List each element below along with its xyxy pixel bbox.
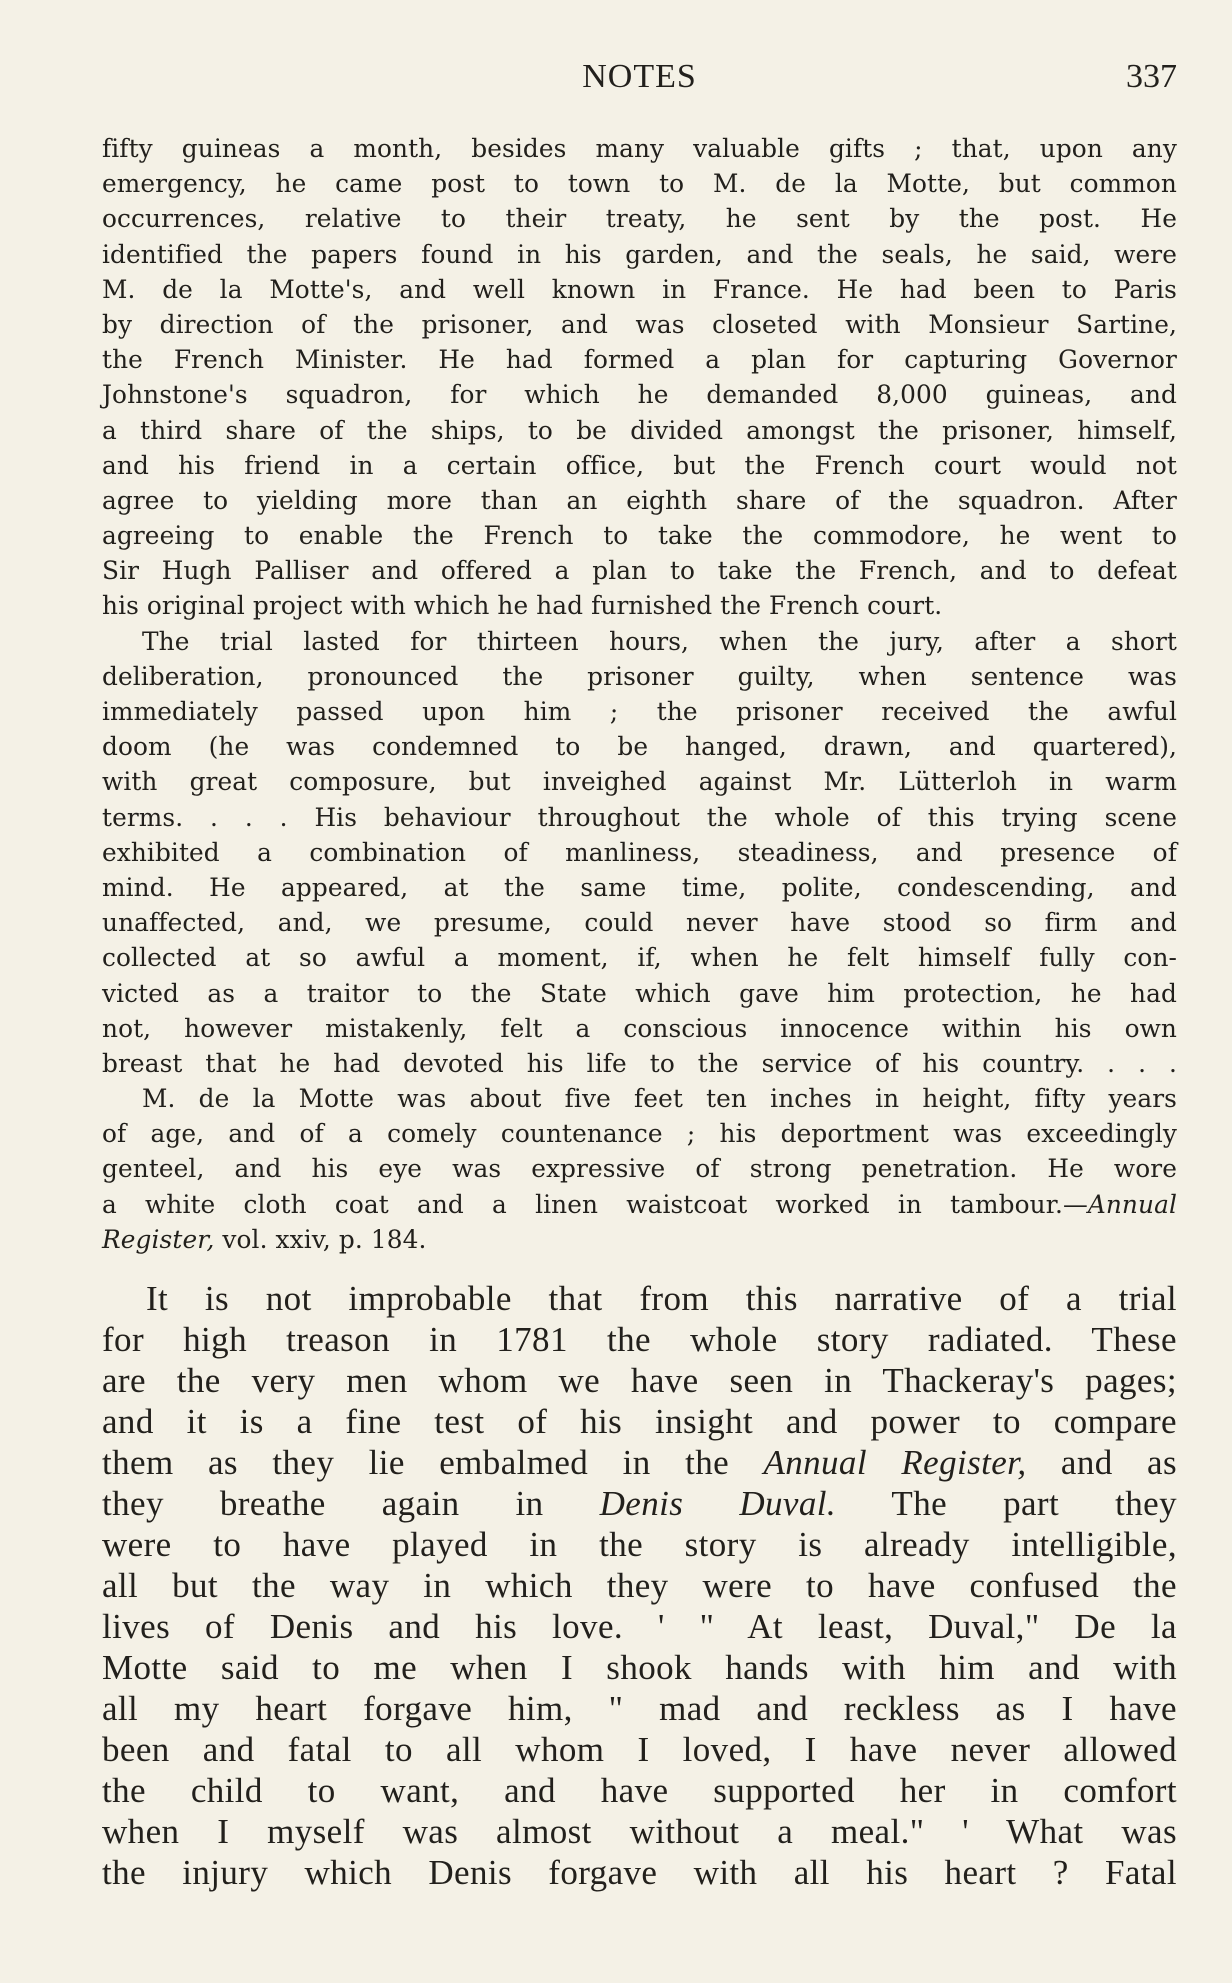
notes-line: M. de la Motte's, and well known in France. He had been to Paris (102, 274, 1177, 304)
notes-line: of age, and of a comely countenance ; his deportment was exceedingly (102, 1119, 1177, 1149)
body-line (102, 1483, 1177, 1524)
body-line-text: them as they lie embalmed in the (102, 1443, 764, 1482)
body-paragraph (102, 1278, 1177, 1893)
body-line: all my heart forgave him, " mad and reckless as I have (102, 1689, 1177, 1728)
notes-line: The trial lasted for thirteen hours, when the jury, after a short (142, 626, 1177, 656)
notes-line: by direction of the prisoner, and was closeted with Monsieur Sartine, (102, 309, 1177, 339)
notes-line: not, however mistakenly, felt a conscious innocence within his own (102, 1013, 1177, 1043)
body-line: the child to want, and have supported her in comfort (102, 1771, 1177, 1810)
notes-line: deliberation, pronounced the prisoner guilty, when sentence was (102, 661, 1177, 691)
notes-line: a third share of the ships, to be divided amongst the prisoner, himself, (102, 415, 1177, 445)
body-line: and it is a fine test of his insight and power to compare (102, 1402, 1177, 1441)
notes-extract (102, 131, 1177, 1257)
body-line-text: The part they (836, 1484, 1177, 1523)
body-line-text: they breathe again in (102, 1484, 600, 1523)
register-italic: Register, (102, 1224, 215, 1254)
page-number: 337 (1126, 58, 1177, 95)
notes-line: M. de la Motte was about five feet ten inches in height, fifty years (142, 1084, 1177, 1114)
citation-volume: vol. xxiv, p. 184. (214, 1224, 427, 1254)
denis-duval-title: Denis Duval. (599, 1484, 837, 1523)
body-line: Motte said to me when I shook hands with him and with (102, 1648, 1177, 1687)
annual-register-italic: Annual (1087, 1189, 1177, 1219)
notes-line: the French Minister. He had formed a plan for capturing Governor (102, 345, 1177, 375)
body-line: for high treason in 1781 the whole story radiated. These (102, 1320, 1177, 1359)
notes-line: emergency, he came post to town to M. de la Motte, but common (102, 169, 1177, 199)
notes-line: collected at so awful a moment, if, when he felt himself fully con- (102, 943, 1177, 973)
body-line: been and fatal to all whom I loved, I have never allowed (102, 1730, 1177, 1769)
notes-line-text: a white cloth coat and a linen waistcoat worked in tambour.— (102, 1189, 1088, 1219)
body-line: the injury which Denis forgave with all his heart ? Fatal (102, 1853, 1177, 1892)
body-line: It is not improbable that from this narrative of a trial (146, 1279, 1177, 1318)
notes-line: unaffected, and, we presume, could never have stood so firm and (102, 908, 1177, 938)
body-line: when I myself was almost without a meal." ' What was (102, 1812, 1177, 1851)
notes-line: identified the papers found in his garden, and the seals, he said, were (102, 239, 1177, 269)
notes-line: his original project with which he had furnished the French court. (102, 591, 943, 621)
notes-line: victed as a traitor to the State which gave him protection, he had (102, 978, 1177, 1008)
notes-line: Sir Hugh Palliser and offered a plan to take the French, and to defeat (102, 556, 1177, 586)
notes-line: with great composure, but inveighed against Mr. Lütterloh in warm (102, 767, 1177, 797)
notes-line: occurrences, relative to their treaty, he sent by the post. He (102, 204, 1177, 234)
notes-line: agree to yielding more than an eighth share of the squadron. After (102, 485, 1177, 515)
notes-line: Johnstone's squadron, for which he demanded 8,000 guineas, and (102, 380, 1177, 410)
body-line: were to have played in the story is already intelligible, (102, 1525, 1177, 1564)
notes-line: and his friend in a certain office, but the French court would not (102, 450, 1177, 480)
running-title: NOTES (582, 58, 697, 95)
notes-line (102, 1187, 1177, 1222)
notes-line: doom (he was condemned to be hanged, drawn, and quartered), (102, 732, 1177, 762)
notes-line: exhibited a combination of manliness, steadiness, and presence of (102, 837, 1177, 867)
body-line (102, 1442, 1177, 1483)
body-line: lives of Denis and his love. ' " At least, Duval," De la (102, 1607, 1177, 1646)
annual-register-title: Annual Register, (763, 1443, 1027, 1482)
body-line: all but the way in which they were to have confused the (102, 1566, 1177, 1605)
notes-line: fifty guineas a month, besides many valuable gifts ; that, upon any (102, 134, 1177, 163)
notes-line: mind. He appeared, at the same time, polite, condescending, and (102, 872, 1177, 902)
notes-citation (102, 1222, 1177, 1257)
notes-line: breast that he had devoted his life to the service of his country. . . . (102, 1048, 1177, 1078)
notes-line: immediately passed upon him ; the prisoner received the awful (102, 697, 1177, 726)
running-header (102, 56, 1177, 100)
notes-line: agreeing to enable the French to take the commodore, he went to (102, 521, 1177, 551)
notes-line: terms. . . . His behaviour throughout the whole of this trying scene (102, 802, 1177, 832)
notes-line: genteel, and his eye was expressive of strong penetration. He wore (102, 1154, 1177, 1184)
body-line-text: and as (1026, 1443, 1177, 1482)
body-line: are the very men whom we have seen in Thackeray's pages; (102, 1361, 1177, 1400)
